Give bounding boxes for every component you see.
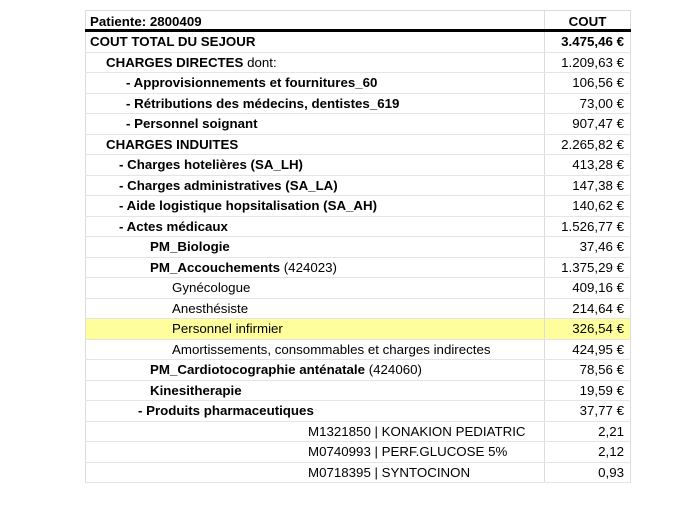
table-row-m1321850 <box>85 422 631 443</box>
cost-table <box>85 10 631 483</box>
table-row-personnel-soignant <box>85 114 631 135</box>
table-row-amortissements <box>85 340 631 361</box>
row-cost: 907,47 € <box>545 114 631 134</box>
table-row-charges-directes <box>85 53 631 74</box>
table-header-row <box>85 10 631 32</box>
table-row-pm-accouchements <box>85 258 631 279</box>
row-label-cell <box>85 258 545 278</box>
table-row-charges-hotelieres <box>85 155 631 176</box>
table-row-produits-pharma <box>85 401 631 422</box>
table-row-charges-induites <box>85 135 631 156</box>
table-row-m0740993 <box>85 442 631 463</box>
row-label: - Produits pharmaceutiques <box>85 401 545 421</box>
row-label: M0740993 | PERF.GLUCOSE 5% <box>85 442 545 462</box>
row-cost: 19,59 € <box>545 381 631 401</box>
row-label-cell <box>85 360 545 380</box>
row-cost: 2,12 <box>545 442 631 462</box>
table-row-anesthesiste <box>85 299 631 320</box>
row-label: Kinesitherapie <box>85 381 545 401</box>
row-label: Amortissements, consommables et charges indirectes <box>85 340 545 360</box>
table-row-total <box>85 32 631 53</box>
row-label: CHARGES INDUITES <box>85 135 545 155</box>
row-label: - Personnel soignant <box>85 114 545 134</box>
row-label-cell <box>85 53 545 73</box>
row-note: dont: <box>243 54 277 70</box>
row-cost: 2,21 <box>545 422 631 442</box>
row-label: CHARGES DIRECTES <box>106 54 244 70</box>
row-cost: 3.475,46 € <box>545 32 631 52</box>
row-label: - Charges hotelières (SA_LH) <box>85 155 545 175</box>
row-label: Anesthésiste <box>85 299 545 319</box>
row-cost: 326,54 € <box>545 319 631 339</box>
row-cost: 2.265,82 € <box>545 135 631 155</box>
row-label: - Aide logistique hopsitalisation (SA_AH) <box>85 196 545 216</box>
row-note: (424023) <box>280 259 337 275</box>
row-label: PM_Biologie <box>85 237 545 257</box>
table-row-gynecologue <box>85 278 631 299</box>
row-label: Gynécologue <box>85 278 545 298</box>
patient-id-header: Patiente: 2800409 <box>85 10 545 29</box>
table-row-m0718395 <box>85 463 631 484</box>
row-label: M1321850 | KONAKION PEDIATRIC <box>85 422 545 442</box>
row-label: PM_Accouchements <box>150 259 281 275</box>
row-cost: 424,95 € <box>545 340 631 360</box>
row-label: M0718395 | SYNTOCINON <box>85 463 545 483</box>
row-cost: 1.526,77 € <box>545 217 631 237</box>
table-row-retributions <box>85 94 631 115</box>
table-row-kinesitherapie <box>85 381 631 402</box>
row-cost: 78,56 € <box>545 360 631 380</box>
row-cost: 37,77 € <box>545 401 631 421</box>
row-label: PM_Cardiotocographie anténatale <box>150 362 366 377</box>
table-row-aide-logistique <box>85 196 631 217</box>
row-note: (424060) <box>365 362 422 377</box>
row-label: - Charges administratives (SA_LA) <box>85 176 545 196</box>
row-cost: 413,28 € <box>545 155 631 175</box>
row-cost: 147,38 € <box>545 176 631 196</box>
row-label: - Rétributions des médecins, dentistes_619 <box>85 94 545 114</box>
table-row-actes-medicaux <box>85 217 631 238</box>
row-label: Personnel infirmier <box>85 319 545 339</box>
row-label: - Approvisionnements et fournitures_60 <box>85 73 545 93</box>
table-row-charges-administratives <box>85 176 631 197</box>
row-cost: 140,62 € <box>545 196 631 216</box>
row-cost: 214,64 € <box>545 299 631 319</box>
cost-column-header: COUT <box>545 10 631 29</box>
row-cost: 37,46 € <box>545 237 631 257</box>
row-cost: 0,93 <box>545 463 631 483</box>
table-row-pm-biologie <box>85 237 631 258</box>
row-label: - Actes médicaux <box>85 217 545 237</box>
row-cost: 1.209,63 € <box>545 53 631 73</box>
row-cost: 1.375,29 € <box>545 258 631 278</box>
row-cost: 409,16 € <box>545 278 631 298</box>
row-cost: 73,00 € <box>545 94 631 114</box>
row-cost: 106,56 € <box>545 73 631 93</box>
table-row-approvisionnements <box>85 73 631 94</box>
table-row-personnel-infirmier <box>85 319 631 340</box>
row-label: COUT TOTAL DU SEJOUR <box>85 32 545 52</box>
table-row-pm-cardiotocographie <box>85 360 631 381</box>
